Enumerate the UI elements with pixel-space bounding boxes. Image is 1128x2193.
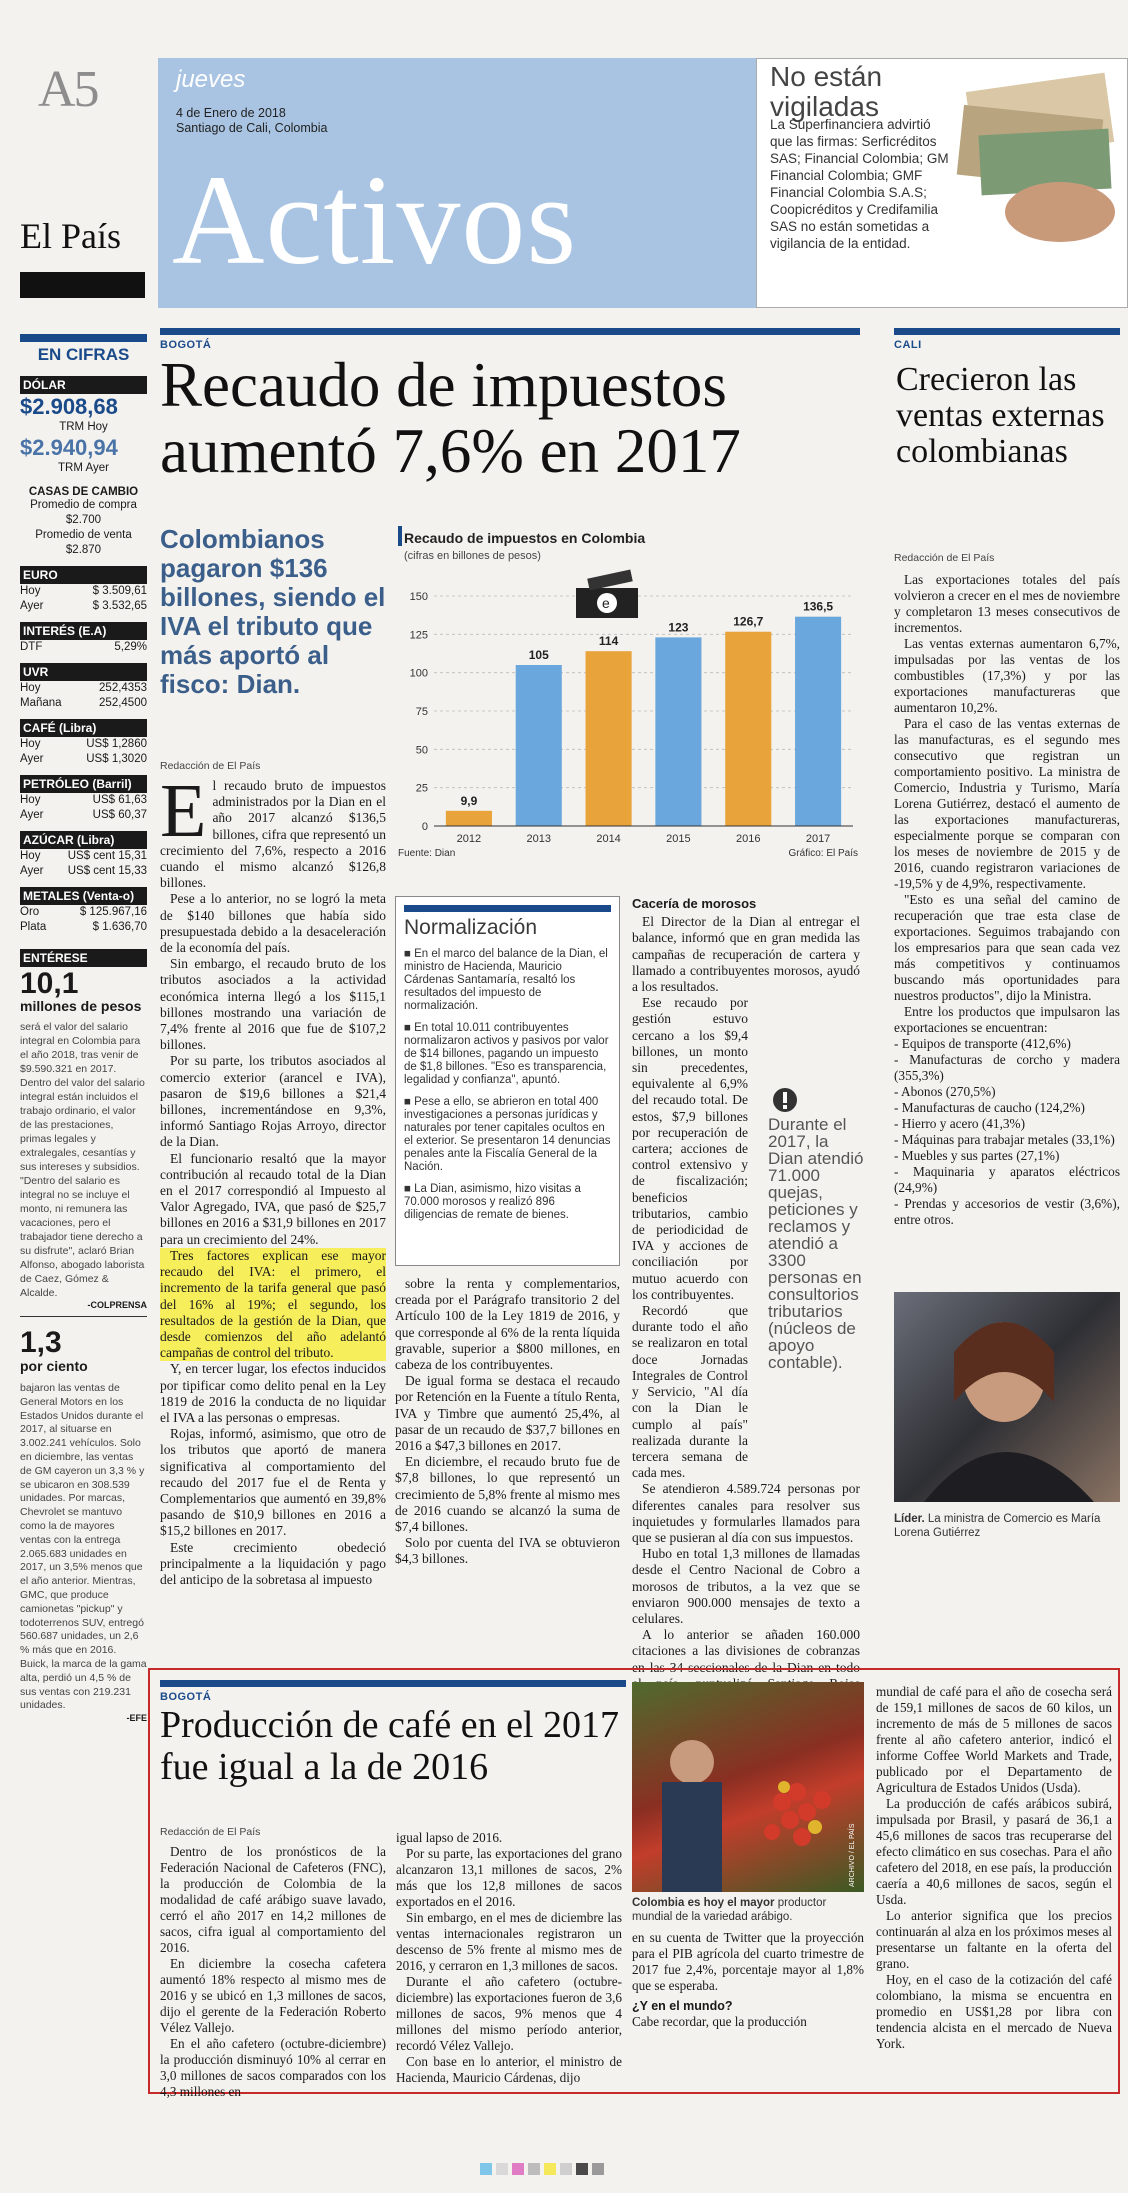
highlighted-paragraph: Tres factores explican ese mayor recaudo del IVA: el primero, el incremento de la tarifa general que pasó del 16% al 19%; el segundo, los resultados de la gestión de la Dian, que desde comienzos del año adelantó campañas de control del tributo. xyxy=(160,1247,386,1361)
paragraph: Para el caso de las ventas externas de las manufacturas, es el segundo mes consecutivo que registran un comportamiento positivo. La ministra de Comercio, Industria y Turismo, María Lorena Gutiérrez, destacó el aumento de las exportaciones manufactureras, especialmente porque se comparan con los meses de noviembre de 2015 y de 2016, cuando registraron variaciones de -19,5% y de 4,9%, respectivamente. xyxy=(894,716,1120,891)
x-tick-label: 2014 xyxy=(596,833,621,845)
second-text: bajaron las ventas de General Motors en los Estados Unidos durante el 2017, al situarse en 3.002.241 vehículos. Solo en diciembre, las ventas de GM cayeron un 3,3 % y se ubicaron en 308.539 unidades. Por marcas, Chevrolet se mantuvo como la de mayores ventas con la entrega 2.065.683 unidades en 2017, un 3,5% menos que el año anterior. Mientras, GMC, que produce camionetas "pickup" y todoterrenos SUV, entregó 560.687 unidades, un 2,6 % más que en 2016. Buick, la marca de la gama alta, perdió un 4,5 % de sus ventas con 219.231 unidades. xyxy=(20,1382,147,1712)
dolar-hoy-label: TRM Hoy xyxy=(59,421,108,433)
right-headline: Crecieron las ventas externas colombianas xyxy=(896,361,1105,470)
paragraph: en su cuenta de Twitter que la proyección para el PIB agrícola del cuarto trimestre de 2017 fue 2,4%, porcentaje mayor al 1,8% que se esperaba. xyxy=(632,1930,864,1993)
main-column-1 xyxy=(160,769,386,1588)
cafe-byline: Redacción de El País xyxy=(160,1826,261,1838)
paragraph: igual lapso de 2016. xyxy=(396,1830,503,1845)
caption-text: La ministra de Comercio es María Lorena Gutiérrez xyxy=(894,1513,1101,1539)
cafe-column-3 xyxy=(632,1930,864,2030)
rate-label-metales: METALES (Venta-o) xyxy=(20,887,147,905)
paragraph: Durante el año cafetero (octubre-diciembre) las exportaciones fueron de 3,6 millones de sacos, 9% menos que 4 millones del mismo período anterior, recordó Vélez Vallejo. xyxy=(396,1974,622,2053)
enterese-unit: millones de pesos xyxy=(20,998,142,1014)
paragraph: Con base en lo anterior, el ministro de Hacienda, Mauricio Cárdenas, dijo xyxy=(396,2054,622,2085)
paragraph: Hoy, en el caso de la cotización del café colombiano, la misma se encuentra en promedio en US$1,28 por libra con tendencia alcista en el mercado de Nueva York. xyxy=(876,1972,1112,2051)
bar-value-label: 123 xyxy=(668,620,689,635)
x-tick-label: 2012 xyxy=(456,833,482,845)
bar-value-label: 136,5 xyxy=(803,599,834,614)
newspaper-logo: El País xyxy=(20,216,122,256)
export-list-item: - Maquinaria y aparatos eléctricos (24,9%) xyxy=(894,1164,1120,1195)
enterese-text: será el valor del salario integral en Colombia para el año 2018, tras venir de $9.590.321 en 2017. Dentro del valor del salario integral están incluidos el trabajo ordinario, el valor de las prestaciones, primas legales y extralegales, cesantías y sus intereses y subsidios. "Dentro del salario es integral no se incluye el monto, ni remunera las vacaciones, pero el trabajador tiene derecho a su disfrute", aclaró Brian Alfonso, abogado laborista de Caez, Gómez & Alcalde. xyxy=(20,1021,145,1299)
right-kicker: CALI xyxy=(894,328,1120,351)
main-kicker: BOGOTÁ xyxy=(160,328,860,351)
dolar-ayer: $2.940,94 xyxy=(20,435,118,460)
rate-row: Hoy 252,4353 xyxy=(20,682,147,694)
bar-value-label: 114 xyxy=(598,634,619,649)
y-tick-label: 100 xyxy=(409,667,428,680)
rate-row: Ayer US$ cent 15,33 xyxy=(20,865,147,877)
coffee-caption-bold: Colombia es hoy el mayor xyxy=(632,1897,775,1909)
paragraph: Pese a lo anterior, no se logró la meta de $140 billones que había sido presupuestada debido a la desaceleración de la economía del país. xyxy=(160,891,386,956)
coffee-photo xyxy=(632,1682,864,1892)
paragraph: Las ventas externas aumentaron 6,7%, impulsadas por las ventas de los combustibles (17,3%) y por las exportaciones manufactureras que aumentaron 10,2%. xyxy=(894,636,1120,715)
enterese-label: ENTÉRESE xyxy=(20,949,147,967)
place-text: Santiago de Cali, Colombia xyxy=(176,121,328,135)
paragraph: Se atendieron 4.589.724 personas por diferentes canales para resolver sus inquietudes y formularles llamados para que se pusieran al día con sus impuestos. xyxy=(632,1481,860,1545)
paragraph: En diciembre, el recaudo bruto fue de $7,8 billones, lo que representó un crecimiento de 5,8% frente al mismo mes de 2016 cuando se alcanzó la suma de $7,4 billones. xyxy=(395,1454,620,1535)
normalizacion-item: ■ La Dian, asimismo, hizo visitas a 70.000 morosos y realizó 896 diligencias de remate de bienes. xyxy=(404,1183,581,1221)
page-number: A5 xyxy=(38,61,98,118)
section-title: Activos xyxy=(172,149,578,291)
y-tick-label: 0 xyxy=(421,821,428,833)
chart-subtitle: (cifras en billones de pesos) xyxy=(404,550,541,562)
bar-value-label: 126,7 xyxy=(733,614,764,629)
bar-2015 xyxy=(655,637,701,826)
sidebar-en-cifras xyxy=(20,334,147,1723)
paragraph: Ese recaudo por gestión estuvo cercano a los $9,4 billones, un monto sin precedentes, equivalente al 6,9% del recaudo total. De estos, $7,9 billones por recuperación de cartera; acciones de control extensivo y de fiscalización; beneficios tributarios, cambio de periodicidad de IVA y acciones de conciliación por mutuo acuerdo con los contribuyentes. xyxy=(632,995,748,1302)
rate-row: Ayer US$ 1,3020 xyxy=(20,753,147,765)
y-tick-label: 75 xyxy=(415,706,428,718)
paragraph: Dentro de los pronósticos de la Federación Nacional de Cafeteros (FNC), la producción de Colombia de la modalidad de café arábigo suave lavado, cerró el año 2017 en 14,2 millones de sacos, cifra igual al comportamiento del 2016. xyxy=(160,1844,386,1955)
paragraph: Las exportaciones totales del país volvieron a crecer en el mes de noviembre y completaron 13 meses consecutivos de incrementos. xyxy=(894,572,1120,635)
paragraph: Solo por cuenta del IVA se obtuvieron $4,3 billones. xyxy=(395,1535,620,1567)
tax-chart xyxy=(398,526,860,862)
x-tick-label: 2013 xyxy=(526,833,551,845)
rate-row: Hoy US$ cent 15,31 xyxy=(20,850,147,862)
dropcap: E xyxy=(160,769,207,853)
coffee-caption-text: productor mundial de la variedad arábigo. xyxy=(632,1897,827,1923)
paragraph: Y, en tercer lugar, los efectos inducidos por tipificar como delito penal en la Ley 1819 de 2016 la conducta de no liquidar el IVA a las personas o empresas. xyxy=(160,1361,386,1425)
dolar-ayer-label: TRM Ayer xyxy=(58,462,109,474)
export-list-item: - Muebles y sus partes (27,1%) xyxy=(894,1148,1060,1163)
y-tick-label: 125 xyxy=(409,629,428,642)
paragraph: Este crecimiento obedeció principalmente a la liquidación y pago del anticipo de la sobretasa al impuesto xyxy=(160,1539,386,1587)
bar-2013 xyxy=(516,665,562,826)
subsection-heading: ¿Y en el mundo? xyxy=(632,1999,733,2013)
rate-row: Hoy US$ 61,63 xyxy=(20,794,147,806)
rate-row: Ayer $ 3.532,65 xyxy=(20,600,147,612)
x-tick-label: 2015 xyxy=(666,833,691,845)
paragraph: Recordó que durante todo el año se realizaron en total doce Jornadas Integrales de Control y Servicio, "Al día con la Dian le cumplo al país" realizada durante la tercera semana de cada mes. xyxy=(632,1303,748,1481)
paragraph: El funcionario resaltó que la mayor contribución al recaudo total de la Dian en el 2017 correspondió al Impuesto al Valor Agregado, IVA, que pasó de $25,7 billones en 2016 a $31,9 billones en 2017 para un crecimiento del 24%. xyxy=(160,1150,386,1247)
x-tick-label: 2016 xyxy=(736,833,761,845)
paragraph: sobre la renta y complementarios, creada por el Parágrafo transitorio 2 del Artículo 100 de la Ley 1819 de 2016, y que corresponde al 6% de la renta líquida gravable, superior a $800 millones, en cabeza de los contribuyentes. xyxy=(395,1276,620,1373)
date-text: 4 de Enero de 2018 xyxy=(176,106,286,120)
cafe-column-1 xyxy=(160,1844,386,2100)
rate-row: Ayer US$ 60,37 xyxy=(20,809,147,821)
masthead-date xyxy=(176,106,327,136)
main-headline: Recaudo de impuestos aumentó 7,6% en 2017 xyxy=(160,350,741,486)
rate-label-cafe: CAFÉ (Libra) xyxy=(20,719,147,737)
paragraph: mundial de café para el año de cosecha será de 159,1 millones de sacos de 60 kilos, un incremento de más de 5 millones de sacos frente al año cafetero anterior, indicó el informe Coffee World Markets and Trade, publicado por el Departamento de Agricultura de Estados Unidos (Usda). xyxy=(876,1684,1112,1795)
paragraph: El Director de la Dian al entregar el balance, informó que en gran medida las campañas de recuperación de cartera y llamado a contribuyentes morosos, ayudó a los resultados. xyxy=(632,914,860,995)
casas-compra: $2.700 xyxy=(65,514,102,526)
y-tick-label: 25 xyxy=(415,782,428,795)
chart-title: Recaudo de impuestos en Colombia xyxy=(404,530,646,546)
second-source: -EFE xyxy=(126,1713,147,1724)
photo-credit: ARCHIVO / EL PAÍS xyxy=(849,1823,856,1887)
casas-label: CASAS DE CAMBIO xyxy=(28,486,139,498)
rate-label-petroleo: PETRÓLEO (Barril) xyxy=(20,775,147,793)
paragraph: Lo anterior significa que los precios continuarán al alza en los próximos meses al presentarse un faltante en la oferta del grano. xyxy=(876,1908,1112,1971)
rate-row: Hoy US$ 1,2860 xyxy=(20,738,147,750)
bar-2014 xyxy=(586,651,632,826)
paragraph: La producción de cafés arábicos subirá, impulsada por Brasil, y pasará de 36,1 a 45,6 millones de sacos tras recuperarse del efecto climático en sus cosechas. Para el año cafetero del 2018, en ese país, la producción caería a 40,6 millones de sacos, según el Usda. xyxy=(876,1796,1112,1907)
casas-venta-label: Promedio de venta xyxy=(35,529,132,541)
main-column-2 xyxy=(395,1276,620,1568)
normalizacion-item: ■ En el marco del balance de la Dian, el ministro de Hacienda, Mauricio Cárdenas Santamaría, resaltó los resultados del impuesto de normalización. xyxy=(404,948,608,1012)
paragraph: Por su parte, los tributos asociados al comercio exterior (arancel e IVA), pasaron de $19,6 billones a $21,4 billones, incrementándose en 9,3%, informó Santiago Rojas Arroyo, director de la Dian. xyxy=(160,1053,386,1150)
export-list-item: - Equipos de transporte (412,6%) xyxy=(894,1036,1071,1051)
right-byline: Redacción de El País xyxy=(894,552,995,564)
x-tick-label: 2017 xyxy=(805,833,831,845)
paragraph: Rojas, informó, asimismo, que otro de los tributos que aportó de manera significativa al comportamiento del recaudo del 2017 fue el de Renta y Complementarios que aumentó en 39,8% pasando de $10,9 billones en 2016 a $15,2 billones en 2017. xyxy=(160,1426,386,1539)
main-subhead: Colombianos pagaron $136 billones, siendo el IVA el tributo que más aportó al fisco: Dian. xyxy=(160,524,386,699)
rate-row: Plata $ 1.636,70 xyxy=(20,921,147,933)
export-list-item: - Prendas y accesorios de vestir (3,6%), entre otros. xyxy=(894,1196,1120,1227)
sidebar-title: EN CIFRAS xyxy=(20,334,147,368)
bar-value-label: 9,9 xyxy=(460,793,478,808)
sidebar-rates xyxy=(20,566,147,935)
minister-caption xyxy=(894,1512,1120,1540)
normalizacion-item: ■ En total 10.011 contribuyentes normalizaron activos y pasivos por valor de $14 billones, pagando un impuesto de $1,8 billones. "Eso es transparencia, legalidad y confianza", apuntó. xyxy=(404,1022,609,1086)
svg-text:e: e xyxy=(602,595,610,611)
second-unit: por ciento xyxy=(20,1358,88,1374)
export-list-item: - Manufacturas de caucho (124,2%) xyxy=(894,1100,1085,1115)
bar-2012 xyxy=(446,811,492,826)
export-list-item: - Hierro y acero (41,3%) xyxy=(894,1116,1026,1131)
paragraph: Por su parte, las exportaciones del grano alcanzaron 13,1 millones de sacos, 2% más que los 12,8 millones de sacos exportados en el 2016. xyxy=(396,1846,622,1909)
paragraph: A lo anterior se añaden 160.000 citaciones a las divisiones de cobranzas en las 34 seccionales de la Dian en todo xyxy=(632,1627,860,1675)
rate-label-interes: INTERÉS (E.A) xyxy=(20,622,147,640)
paragraph: En diciembre la cosecha cafetera aumentó 18% respecto al mismo mes de 2016 y se ubicó en 1,3 millones de sacos, dijo el gerente de la Federación Roberto Vélez Vallejo. xyxy=(160,1956,386,2035)
paragraph: Sin embargo, el recaudo bruto de los tributos asociados a la actividad económica interna llegó a los $115,1 billones mostrando una variación de 7,4% frente al 2016 que fue de $107,2 billones. xyxy=(160,956,386,1053)
caption-bold: Líder. xyxy=(894,1513,925,1525)
rate-label-uvr: UVR xyxy=(20,663,147,681)
normalizacion-title: Normalización xyxy=(404,905,611,940)
banknotes-image xyxy=(950,72,1120,242)
subsection-heading: Cacería de morosos xyxy=(632,896,757,911)
export-list-item: - Máquinas para trabajar metales (33,1%) xyxy=(894,1132,1115,1147)
cafe-kicker: BOGOTÁ xyxy=(160,1680,626,1703)
main-byline: Redacción de El País xyxy=(160,760,261,772)
minister-photo xyxy=(894,1292,1120,1502)
cafe-column-2 xyxy=(396,1830,622,2086)
casas-venta: $2.870 xyxy=(65,544,102,556)
rate-row: Oro $ 125.967,16 xyxy=(20,906,147,918)
dolar-hoy: $2.908,68 xyxy=(20,394,118,419)
teaser-title: No están vigiladas xyxy=(770,61,883,122)
second-figure: 1,3 xyxy=(20,1326,62,1359)
casas-compra-label: Promedio de compra xyxy=(30,499,137,511)
bar-value-label: 105 xyxy=(528,648,549,662)
dolar-label: DÓLAR xyxy=(20,376,147,394)
paragraph: Sin embargo, en el mes de diciembre las ventas internacionales registraron un descenso de 5% frente al mismo mes de 2016, y cerraron en 1,3 millones de sacos. xyxy=(396,1910,622,1973)
bar-2016 xyxy=(725,632,771,826)
paragraph: Entre los productos que impulsaron las exportaciones se encuentran: xyxy=(894,1004,1120,1035)
export-list-item: - Abonos (270,5%) xyxy=(894,1084,996,1099)
export-list-item: - Manufacturas de corcho y madera (355,3%) xyxy=(894,1052,1120,1083)
enterese-figure: 10,1 xyxy=(20,967,79,1000)
rate-row: DTF 5,29% xyxy=(20,641,147,653)
rate-row: Hoy $ 3.509,61 xyxy=(20,585,147,597)
normalizacion-item: ■ Pese a ello, se abrieron en total 400 investigaciones a personas jurídicas y naturales por tener capitales ocultos en el exterior. Se presentaron 14 denuncias penales ante la Fiscalía General de la Nación. xyxy=(404,1096,611,1173)
normalizacion-box xyxy=(395,896,620,1266)
enterese-source: -COLPRENSA xyxy=(87,1300,147,1310)
paragraph: Cabe recordar, que la producción xyxy=(632,2014,807,2029)
bar-2017 xyxy=(795,617,841,826)
paragraph: De igual forma se destaca el recaudo por Retención en la Fuente a título Renta, IVA y Timbre que aumentó 25,4%, al pasar de un recaudo de $37,7 billones en 2016 a $47,3 billones en 2017. xyxy=(395,1373,620,1454)
right-column-text xyxy=(894,572,1120,1228)
registration-marks xyxy=(480,2163,604,2175)
chart-credit: Gráfico: El País xyxy=(788,848,858,859)
paragraph: "Esto es una señal del camino de recuperación que trae esta clase de exportaciones. Seguimos trabajando con los empresarios para que sean cada vez más competitivos y continuamos buscando más oportunidades para nuestros productos", dijo la Ministra. xyxy=(894,892,1120,1003)
cafe-column-4 xyxy=(876,1684,1112,2052)
paragraph: En el año cafetero (octubre-diciembre) la producción disminuyó 10% al cerrar en 3,0 millones de sacos comparados con los 4,3 millones en xyxy=(160,2036,386,2099)
rate-label-euro: EURO xyxy=(20,566,147,584)
pull-quote: Durante el 2017, la Dian atendió 71.000 quejas, peticiones y reclamos y atendió a 3300 personas en consultorios tributarios (núcleos de apoyo contable). xyxy=(768,1115,864,1372)
logo-bar xyxy=(20,272,145,298)
y-tick-label: 50 xyxy=(415,744,428,757)
paragraph: l recaudo bruto de impuestos administrados por la Dian en el año 2017 alcanzó $136,5 billones, cifra que representó un crecimiento del 7,6%, respecto a 2016 cuando el mismo alcanzó $126,8 billones. xyxy=(160,778,386,891)
y-tick-label: 150 xyxy=(409,591,428,603)
teaser-text: La Superfinanciera advirtió que las firmas: Serficréditos SAS; Financial Colombia; GM Financial Colombia; GMF Financial Colombia S.A.S; Coopicréditos y Credifamilia SAS no están sometidas a vigilancia de la entidad. xyxy=(770,117,949,251)
coffee-caption xyxy=(632,1896,864,1924)
masthead-day: jueves xyxy=(176,66,246,93)
rate-label-azucar: AZÚCAR (Libra) xyxy=(20,831,147,849)
chart-source: Fuente: Dian xyxy=(398,848,456,859)
paragraph: Hubo en total 1,3 millones de llamadas desde el Centro Nacional de Cobro a morosos de tributos, a la vez que se enviaron 900.000 mensajes de texto a celulares. xyxy=(632,1546,860,1626)
cafe-headline: Producción de café en el 2017 fue igual a la de 2016 xyxy=(160,1704,619,1788)
exclamation-icon xyxy=(772,1086,798,1116)
rate-row: Mañana 252,4500 xyxy=(20,697,147,709)
